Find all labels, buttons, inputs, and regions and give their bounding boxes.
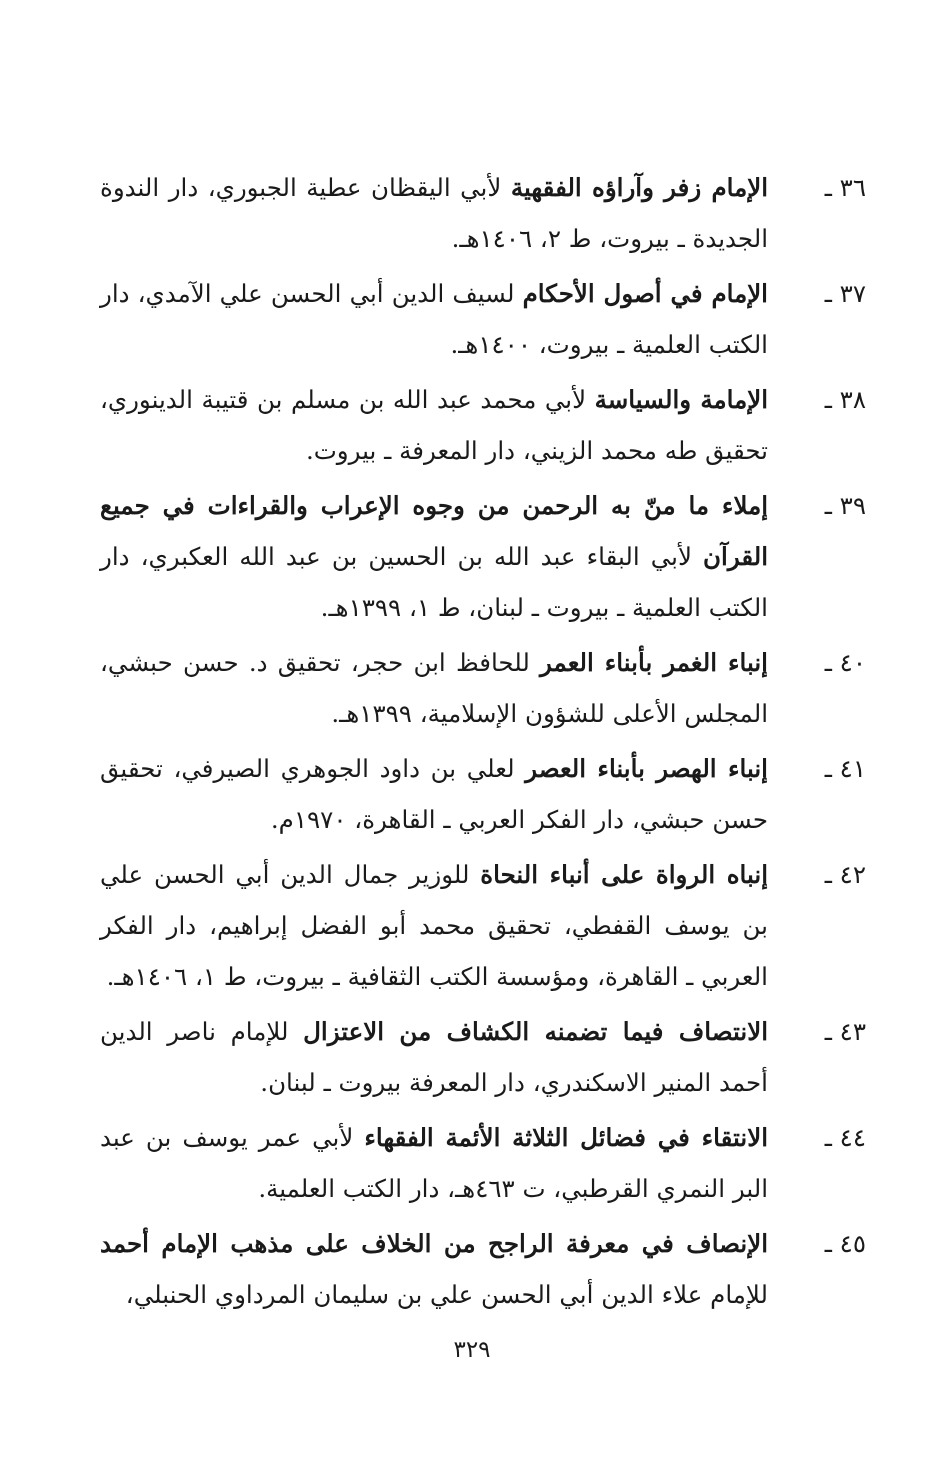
- entry-number: ٤٥ ـ: [824, 1229, 866, 1258]
- entry-title: الانتقاء في فضائل الثلاثة الأئمة الفقهاء: [364, 1123, 768, 1152]
- bibliography-entry: [100, 374, 866, 476]
- entry-title: إملاء ما منّ به الرحمن من وجوه الإعراب والقراءات في جميع القرآن: [100, 491, 768, 571]
- entry-details: للإمام ناصر الدين أحمد المنير الاسكندري، دار المعرفة بيروت ـ لبنان.: [100, 1017, 768, 1097]
- entry-details: للإمام علاء الدين أبي الحسن علي بن سليمان المرداوي الحنبلي،: [125, 1280, 768, 1309]
- entry-details: للوزير جمال الدين أبي الحسن علي بن يوسف القفطي، تحقيق محمد أبو الفضل إبراهيم، دار الفكر العربي ـ القاهرة، ومؤسسة الكتب الثقافية ـ بيروت، ط ١، ١٤٠٦هـ.: [100, 860, 768, 991]
- bibliography-entry: [100, 1218, 866, 1320]
- bibliography-list: [100, 162, 866, 1324]
- entry-details: لأبي البقاء عبد الله بن الحسين بن عبد الله العكبري، دار الكتب العلمية ـ بيروت ـ لبنان، ط ١، ١٣٩٩هـ.: [100, 542, 768, 622]
- entry-number: ٣٨ ـ: [824, 385, 866, 414]
- entry-details: للحافظ ابن حجر، تحقيق د. حسن حبشي، المجلس الأعلى للشؤون الإسلامية، ١٣٩٩هـ.: [100, 648, 768, 728]
- entry-number: ٣٦ ـ: [824, 173, 866, 202]
- entry-number: ٤٤ ـ: [824, 1123, 866, 1152]
- bibliography-entry: [100, 162, 866, 264]
- bibliography-entry: [100, 480, 866, 633]
- entry-number: ٣٩ ـ: [824, 491, 866, 520]
- entry-details: لأبي اليقظان عطية الجبوري، دار الندوة الجديدة ـ بيروت، ط ٢، ١٤٠٦هـ.: [100, 173, 768, 253]
- page-number: ٣٢٩: [453, 1337, 491, 1363]
- entry-details: لأبي عمر يوسف بن عبد البر النمري القرطبي، ت ٤٦٣هـ، دار الكتب العلمية.: [100, 1123, 768, 1203]
- bibliography-entry: [100, 849, 866, 1002]
- entry-number: ٤٠ ـ: [824, 648, 866, 677]
- entry-number: ٤٣ ـ: [824, 1017, 866, 1046]
- entry-title: الإمام في أصول الأحكام: [522, 279, 768, 308]
- entry-number: ٣٧ ـ: [824, 279, 866, 308]
- entry-title: الانتصاف فيما تضمنه الكشاف من الاعتزال: [303, 1017, 768, 1046]
- entry-title: الإمام زفر وآراؤه الفقهية: [510, 173, 768, 202]
- bibliography-entry: [100, 1112, 866, 1214]
- entry-title: إنباه الرواة على أنباء النحاة: [480, 860, 769, 889]
- entry-title: الإنصاف في معرفة الراجح من الخلاف على مذهب الإمام أحمد: [100, 1229, 768, 1258]
- entry-title: إنباء الغمر بأبناء العمر: [540, 648, 768, 677]
- entry-title: الإمامة والسياسة: [594, 385, 769, 414]
- entry-number: ٤١ ـ: [824, 754, 866, 783]
- entry-number: ٤٢ ـ: [824, 860, 866, 889]
- entry-title: إنباء الهصر بأبناء العصر: [525, 754, 768, 783]
- bibliography-entry: [100, 743, 866, 845]
- entry-details: لعلي بن داود الجوهري الصيرفي، تحقيق حسن حبشي، دار الفكر العربي ـ القاهرة، ١٩٧٠م.: [100, 754, 768, 834]
- bibliography-entry: [100, 268, 866, 370]
- entry-details: لأبي محمد عبد الله بن مسلم بن قتيبة الدينوري، تحقيق طه محمد الزيني، دار المعرفة ـ بيروت.: [100, 385, 768, 465]
- bibliography-entry: [100, 1006, 866, 1108]
- bibliography-entry: [100, 637, 866, 739]
- entry-details: لسيف الدين أبي الحسن علي الآمدي، دار الكتب العلمية ـ بيروت، ١٤٠٠هـ.: [100, 279, 768, 359]
